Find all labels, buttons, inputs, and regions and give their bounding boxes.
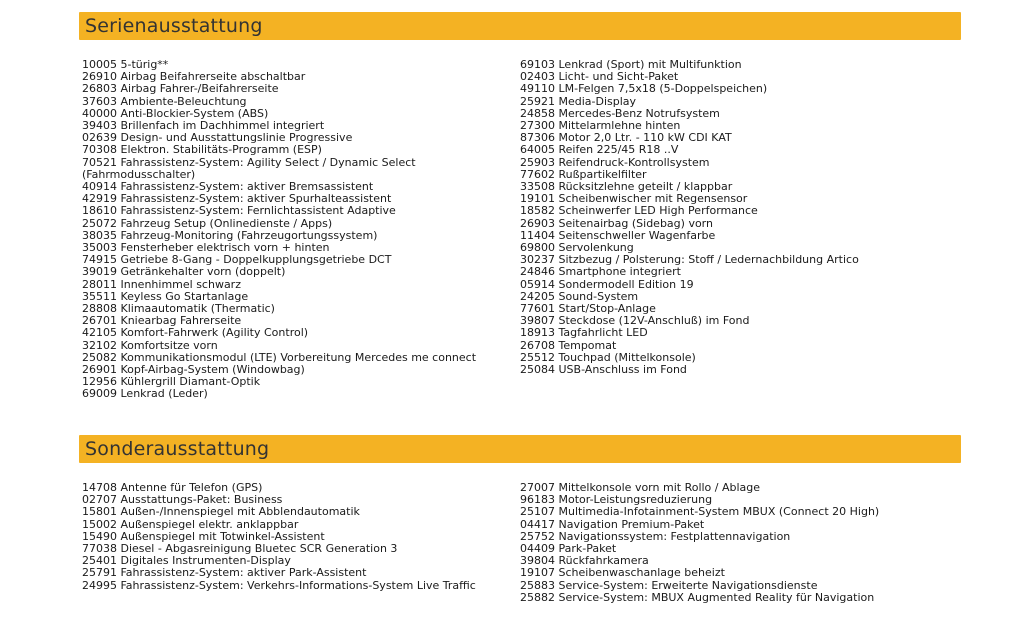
equipment-item: 26910 Airbag Beifahrerseite abschaltbar xyxy=(82,70,306,84)
equipment-list-left xyxy=(82,482,502,592)
equipment-item: 15002 Außenspiegel elektr. anklappbar xyxy=(82,517,299,531)
equipment-item: 12956 Kühlergrill Diamant-Optik xyxy=(82,375,261,389)
equipment-item: 19101 Scheibenwischer mit Regensensor xyxy=(520,192,748,206)
equipment-item: 25883 Service-System: Erweiterte Navigationsdienste xyxy=(520,578,818,592)
equipment-item: 69009 Lenkrad (Leder) xyxy=(82,387,208,401)
equipment-item: 39807 Steckdose (12V-Anschluß) im Fond xyxy=(520,314,750,328)
equipment-item: 33508 Rücksitzlehne geteilt / klappbar xyxy=(520,180,733,194)
equipment-item: 26708 Tempomat xyxy=(520,338,617,352)
equipment-item: 05914 Sondermodell Edition 19 xyxy=(520,277,694,291)
equipment-item: 25084 USB-Anschluss im Fond xyxy=(520,363,687,377)
equipment-item: 27007 Mittelkonsole vorn mit Rollo / Ablage xyxy=(520,481,761,494)
equipment-item: 39019 Getränkehalter vorn (doppelt) xyxy=(82,265,286,279)
equipment-item: 70308 Elektron. Stabilitäts-Programm (ESP) xyxy=(82,143,322,157)
equipment-item: 19107 Scheibenwaschanlage beheizt xyxy=(520,566,725,580)
equipment-item: 25921 Media-Display xyxy=(520,94,637,108)
equipment-item: 37603 Ambiente-Beleuchtung xyxy=(82,94,247,108)
equipment-item: 10005 5-türig** xyxy=(82,58,169,71)
equipment-item: 40914 Fahrassistenz-System: aktiver Bremsassistent xyxy=(82,180,374,194)
equipment-item: 42919 Fahrassistenz-System: aktiver Spurhalteassistent xyxy=(82,192,392,206)
equipment-item: 35511 Keyless Go Startanlage xyxy=(82,289,249,303)
equipment-item: 38035 Fahrzeug-Monitoring (Fahrzeugortungssystem) xyxy=(82,228,378,242)
equipment-item: 40000 Anti-Blockier-System (ABS) xyxy=(82,106,269,120)
equipment-item: 74915 Getriebe 8-Gang - Doppelkupplungsgetriebe DCT xyxy=(82,253,392,267)
equipment-item: 02403 Licht- und Sicht-Paket xyxy=(520,70,679,84)
equipment-item: 25082 Kommunikationsmodul (LTE) Vorbereitung Mercedes me connect xyxy=(82,350,477,364)
equipment-item: 39804 Rückfahrkamera xyxy=(520,554,649,568)
equipment-list-right xyxy=(520,482,961,604)
equipment-item: 26901 Kopf-Airbag-System (Windowbag) xyxy=(82,363,305,377)
equipment-list-right xyxy=(520,59,961,376)
equipment-item: 77601 Start/Stop-Anlage xyxy=(520,302,656,316)
equipment-item: 25791 Fahrassistenz-System: aktiver Park-Assistent xyxy=(82,566,367,580)
equipment-item: 69800 Servolenkung xyxy=(520,241,634,255)
equipment-item: 04409 Park-Paket xyxy=(520,542,617,556)
equipment-item: 32102 Komfortsitze vorn xyxy=(82,338,218,352)
equipment-item: 25752 Navigationssystem: Festplattennavigation xyxy=(520,529,791,543)
equipment-item: 18582 Scheinwerfer LED High Performance xyxy=(520,204,758,218)
equipment-item: 25903 Reifendruck-Kontrollsystem xyxy=(520,155,710,169)
section-serienausstattung xyxy=(79,12,961,419)
equipment-item: 25882 Service-System: MBUX Augmented Reality für Navigation xyxy=(520,590,875,604)
equipment-item: 28011 Innenhimmel schwarz xyxy=(82,277,241,291)
equipment-item: 69103 Lenkrad (Sport) mit Multifunktion xyxy=(520,58,742,71)
equipment-item: 25512 Touchpad (Mittelkonsole) xyxy=(520,350,696,364)
equipment-item: 77602 Rußpartikelfilter xyxy=(520,167,647,181)
section-header xyxy=(79,435,961,463)
equipment-item: 24995 Fahrassistenz-System: Verkehrs-Informations-System Live Traffic xyxy=(82,578,476,592)
equipment-item: 25401 Digitales Instrumenten-Display xyxy=(82,554,291,568)
equipment-columns xyxy=(79,59,961,419)
equipment-item: 49110 LM-Felgen 7,5x18 (5-Doppelspeichen) xyxy=(520,82,768,96)
equipment-item: 42105 Komfort-Fahrwerk (Agility Control) xyxy=(82,326,309,340)
equipment-item: 25107 Multimedia-Infotainment-System MBUX (Connect 20 High) xyxy=(520,505,880,519)
section-sonderausstattung xyxy=(79,435,961,622)
equipment-item: 26701 Kniearbag Fahrerseite xyxy=(82,314,242,328)
equipment-item: 30237 Sitzbezug / Polsterung: Stoff / Ledernachbildung Artico xyxy=(520,253,859,267)
section-title: Sonderausstattung xyxy=(85,438,270,460)
equipment-columns xyxy=(79,482,961,622)
equipment-item: 27300 Mittelarmlehne hinten xyxy=(520,119,681,133)
equipment-item: 26803 Airbag Fahrer-/Beifahrerseite xyxy=(82,82,279,96)
equipment-item: 64005 Reifen 225/45 R18 ..V xyxy=(520,143,679,157)
equipment-item: 96183 Motor-Leistungsreduzierung xyxy=(520,493,713,507)
equipment-item: 15490 Außenspiegel mit Totwinkel-Assistent xyxy=(82,529,325,543)
equipment-item: 24858 Mercedes-Benz Notrufsystem xyxy=(520,106,720,120)
equipment-item: 11404 Seitenschweller Wagenfarbe xyxy=(520,228,716,242)
equipment-item: 87306 Motor 2,0 Ltr. - 110 kW CDI KAT xyxy=(520,131,732,145)
equipment-item: 35003 Fensterheber elektrisch vorn + hinten xyxy=(82,241,330,255)
equipment-item: 24205 Sound-System xyxy=(520,289,639,303)
equipment-item: 18913 Tagfahrlicht LED xyxy=(520,326,648,340)
section-title: Serienausstattung xyxy=(85,15,263,37)
equipment-item: 18610 Fahrassistenz-System: Fernlichtassistent Adaptive xyxy=(82,204,396,218)
equipment-item: 14708 Antenne für Telefon (GPS) xyxy=(82,481,263,494)
equipment-item: 24846 Smartphone integriert xyxy=(520,265,681,279)
equipment-item: 70521 Fahrassistenz-System: Agility Select / Dynamic Select (Fahrmodusschalter) xyxy=(82,155,416,181)
equipment-item: 39403 Brillenfach im Dachhimmel integriert xyxy=(82,119,325,133)
equipment-item: 15801 Außen-/Innenspiegel mit Abblendautomatik xyxy=(82,505,360,519)
equipment-item: 04417 Navigation Premium-Paket xyxy=(520,517,705,531)
equipment-item: 26903 Seitenairbag (Sidebag) vorn xyxy=(520,216,713,230)
equipment-item: 28808 Klimaautomatik (Thermatic) xyxy=(82,302,275,316)
equipment-item: 77038 Diesel - Abgasreinigung Bluetec SCR Generation 3 xyxy=(82,542,398,556)
equipment-list-left xyxy=(82,59,502,401)
section-header xyxy=(79,12,961,40)
equipment-item: 02707 Ausstattungs-Paket: Business xyxy=(82,493,283,507)
equipment-item: 02639 Design- und Ausstattungslinie Progressive xyxy=(82,131,353,145)
equipment-item: 25072 Fahrzeug Setup (Onlinedienste / Apps) xyxy=(82,216,333,230)
